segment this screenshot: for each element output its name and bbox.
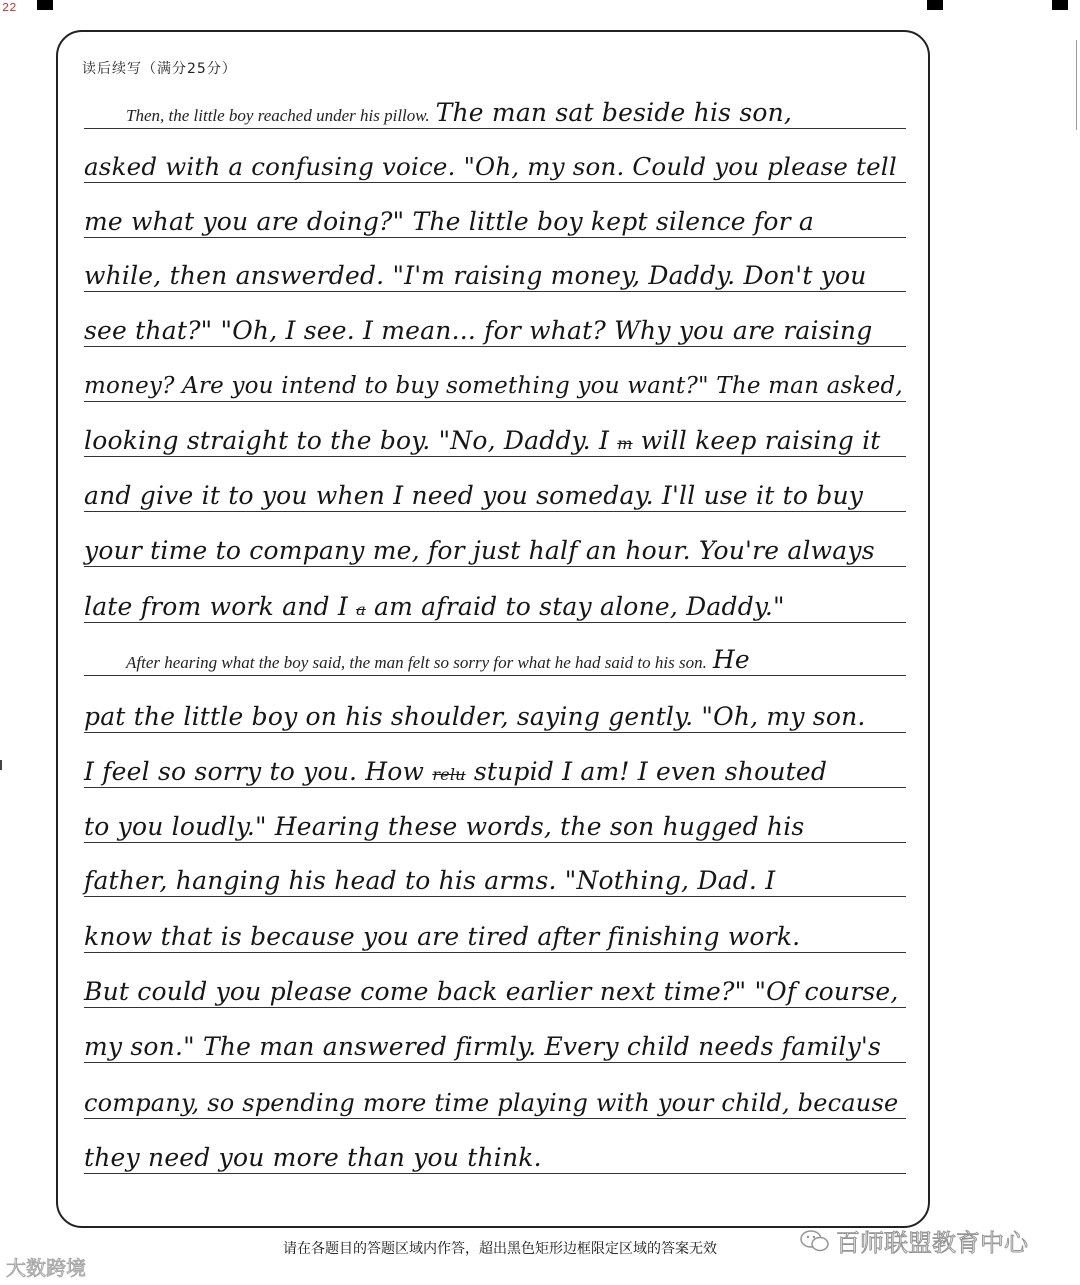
handwriting: But could you please come back earlier next time?" "Of course, bbox=[84, 977, 899, 1006]
ruled-line bbox=[84, 1007, 906, 1008]
watermark-left: 大数跨境 bbox=[6, 1256, 86, 1280]
handwriting: and give it to you when I need you someday. I'll use it to buy bbox=[84, 481, 864, 510]
watermark-right-text: 百师联盟教育中心 bbox=[836, 1229, 1028, 1257]
writing-line-8 bbox=[84, 481, 906, 511]
writing-line-18 bbox=[84, 1032, 906, 1062]
ruled-line bbox=[84, 566, 906, 567]
page-number: 22 bbox=[2, 1, 17, 15]
writing-line-7 bbox=[84, 426, 906, 459]
registration-mark bbox=[1052, 0, 1068, 10]
ruled-line bbox=[84, 511, 906, 512]
writing-line-3 bbox=[84, 207, 906, 237]
ruled-line bbox=[84, 346, 906, 347]
registration-mark bbox=[37, 0, 53, 10]
writing-line-12 bbox=[84, 702, 906, 732]
writing-line-11 bbox=[84, 645, 906, 678]
writing-line-13 bbox=[84, 757, 906, 790]
ruled-line bbox=[84, 675, 906, 676]
ruled-line bbox=[84, 237, 906, 238]
handwriting: know that is because you are tired after finishing work. bbox=[84, 922, 801, 951]
wechat-icon bbox=[800, 1229, 830, 1253]
handwriting: asked with a confusing voice. "Oh, my son. Could you please tell bbox=[84, 152, 897, 181]
writing-line-14 bbox=[84, 812, 906, 842]
ruled-line bbox=[84, 182, 906, 183]
writing-line-17 bbox=[84, 977, 906, 1007]
handwriting: late from work and I bbox=[84, 592, 348, 621]
ruled-line bbox=[84, 1173, 906, 1174]
ruled-line bbox=[84, 732, 906, 733]
section-title: 读后续写（满分25分） bbox=[82, 61, 237, 77]
ruled-line bbox=[84, 401, 906, 402]
handwriting: The man sat beside his son, bbox=[435, 98, 793, 127]
paragraph-prompt-1: Then, the little boy reached under his pillow. bbox=[126, 106, 430, 125]
writing-line-4 bbox=[84, 261, 906, 291]
writing-line-20 bbox=[84, 1143, 906, 1173]
ruled-line bbox=[84, 456, 906, 457]
margin-tick bbox=[0, 760, 2, 770]
ruled-line bbox=[84, 842, 906, 843]
ruled-line bbox=[84, 1062, 906, 1063]
handwriting: they need you more than you think. bbox=[84, 1143, 542, 1172]
ruled-line bbox=[84, 622, 906, 623]
crossed-out-text: a bbox=[356, 600, 366, 619]
writing-line-15 bbox=[84, 866, 906, 896]
watermark-right bbox=[800, 1223, 1028, 1258]
writing-line-16 bbox=[84, 922, 906, 952]
ruled-line bbox=[84, 952, 906, 953]
handwriting: me what you are doing?" The little boy kept silence for a bbox=[84, 207, 815, 236]
writing-line-19 bbox=[84, 1088, 906, 1118]
writing-line-2 bbox=[84, 152, 906, 182]
ruled-line bbox=[84, 787, 906, 788]
writing-line-5 bbox=[84, 316, 906, 346]
handwriting: to you loudly." Hearing these words, the son hugged his bbox=[84, 812, 805, 841]
paragraph-prompt-2: After hearing what the boy said, the man felt so sorry for what he had said to his son. bbox=[126, 653, 707, 672]
handwriting: father, hanging his head to his arms. "Nothing, Dad. I bbox=[84, 866, 776, 895]
handwriting: money? Are you intend to buy something you want?" The man asked, bbox=[84, 373, 903, 399]
handwriting: pat the little boy on his shoulder, saying gently. "Oh, my son. bbox=[84, 702, 866, 731]
handwriting: stupid I am! I even shouted bbox=[473, 757, 828, 786]
handwriting: my son." The man answered firmly. Every child needs family's bbox=[84, 1032, 882, 1061]
handwriting: your time to company me, for just half an hour. You're always bbox=[84, 536, 875, 565]
margin-tick bbox=[1076, 40, 1077, 130]
writing-line-9 bbox=[84, 536, 906, 566]
handwriting: looking straight to the boy. "No, Daddy. I bbox=[84, 426, 610, 455]
handwriting: while, then answerded. "I'm raising money, Daddy. Don't you bbox=[84, 261, 867, 290]
registration-mark bbox=[927, 0, 943, 10]
footer-instruction: 请在各题目的答题区域内作答，超出黑色矩形边框限定区域的答案无效 bbox=[283, 1241, 717, 1257]
ruled-line bbox=[84, 896, 906, 897]
writing-line-10 bbox=[84, 592, 906, 625]
crossed-out-text: relu bbox=[432, 765, 466, 784]
writing-line-6 bbox=[84, 371, 906, 401]
ruled-line bbox=[84, 128, 906, 129]
crossed-out-text: m bbox=[617, 434, 633, 453]
handwriting: I feel so sorry to you. How bbox=[84, 757, 425, 786]
writing-line-1 bbox=[84, 98, 906, 131]
handwriting: company, so spending more time playing with your child, because bbox=[84, 1089, 899, 1117]
handwriting: will keep raising it bbox=[640, 426, 881, 455]
ruled-line bbox=[84, 1118, 906, 1119]
handwriting: He bbox=[712, 645, 750, 674]
handwriting: am afraid to stay alone, Daddy." bbox=[374, 592, 785, 621]
ruled-line bbox=[84, 291, 906, 292]
handwriting: see that?" "Oh, I see. I mean... for what? Why you are raising bbox=[84, 316, 873, 345]
